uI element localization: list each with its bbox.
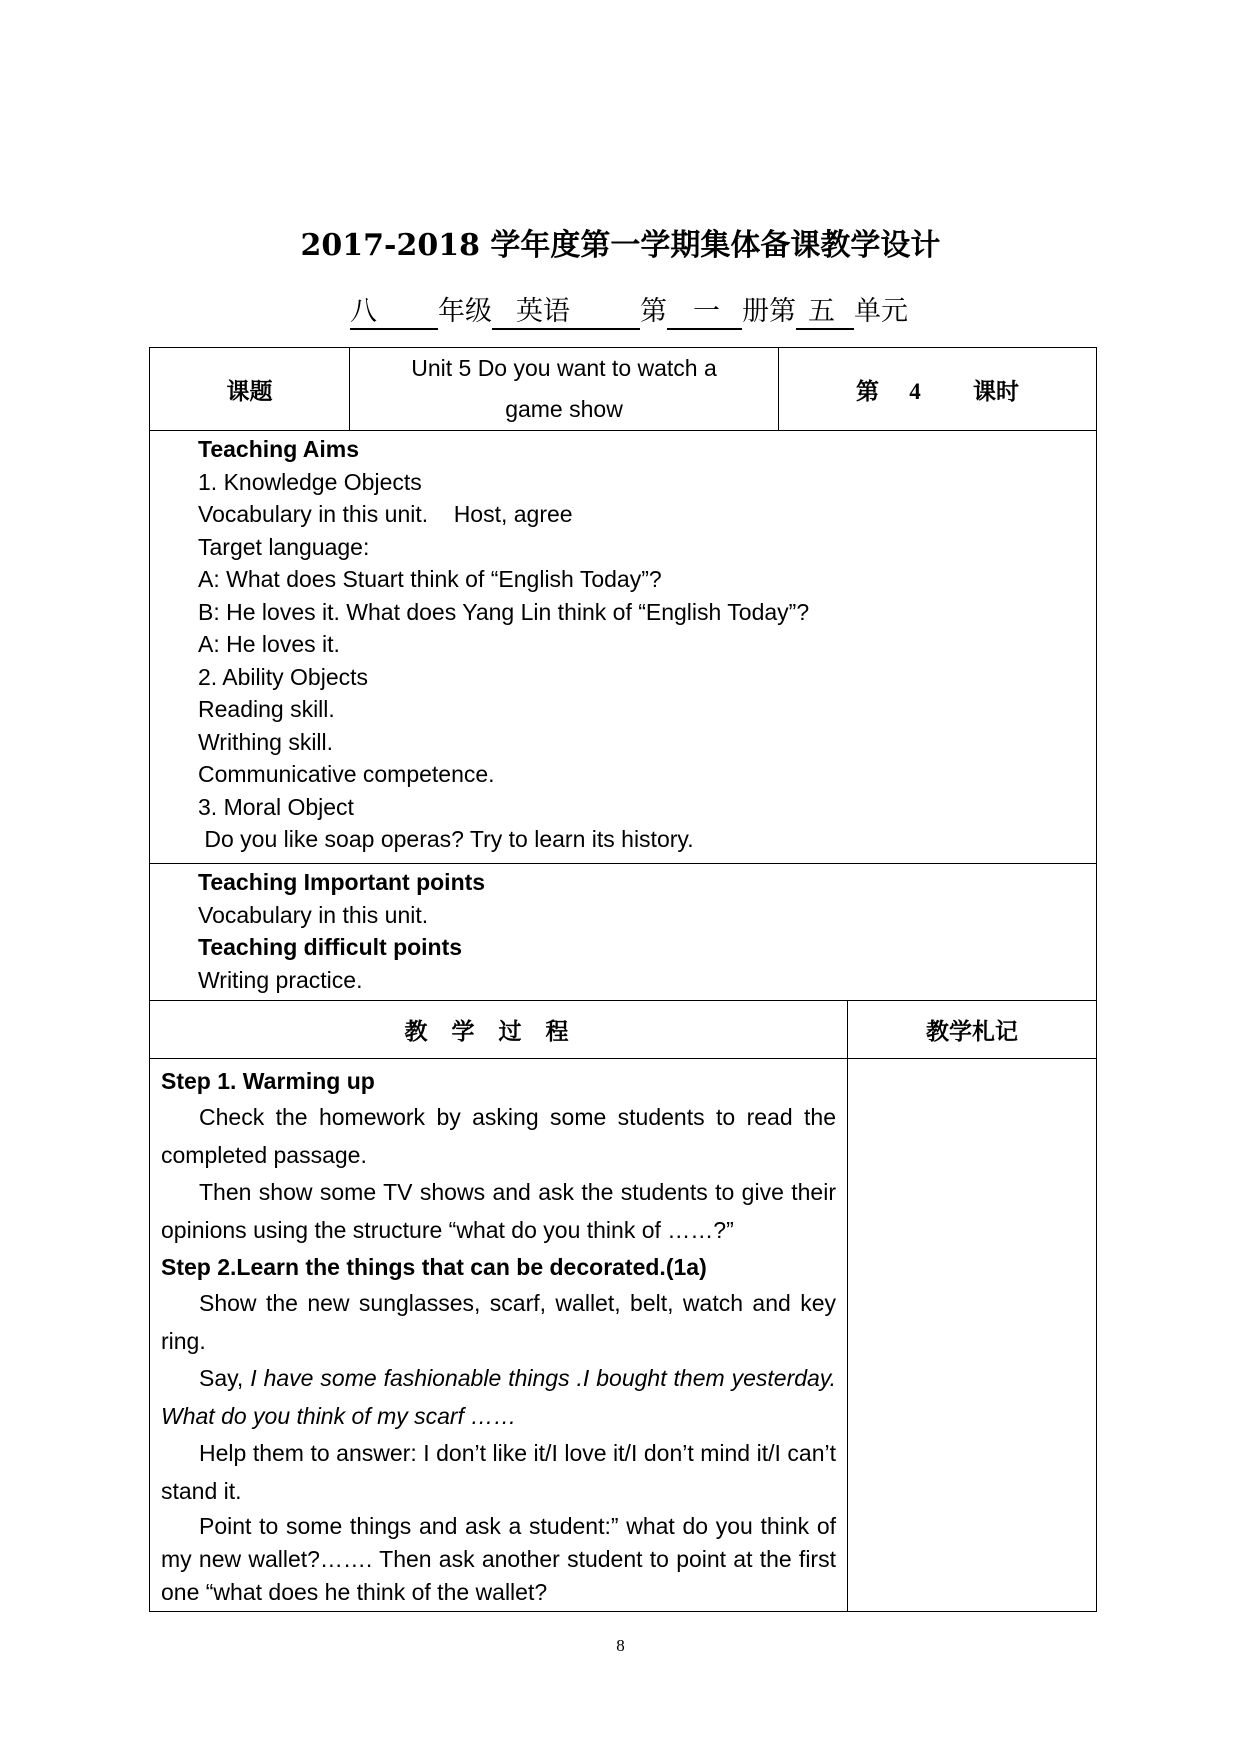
unit-title-cell bbox=[350, 348, 779, 431]
teaching-process-content bbox=[150, 1059, 848, 1612]
step2-paragraph-2-lead: Say, bbox=[199, 1365, 251, 1391]
teaching-aims-line: B: He loves it. What does Yang Lin think of “English Today”? bbox=[198, 598, 810, 625]
teaching-points-section bbox=[150, 864, 1097, 1001]
unit-title-line1: Unit 5 Do you want to watch a bbox=[411, 355, 717, 381]
unit-number-value: 五 bbox=[796, 296, 854, 330]
teaching-aims-line: Vocabulary in this unit. Host, agree bbox=[198, 501, 573, 527]
teaching-notes-column bbox=[848, 1059, 1097, 1612]
volume-value: 一 bbox=[667, 296, 742, 330]
teaching-aims-line: Target language: bbox=[198, 533, 370, 560]
teaching-aims-line: 3. Moral Object bbox=[198, 793, 354, 820]
unit-suffix: 单元 bbox=[854, 296, 908, 327]
unit-title-line2: game show bbox=[505, 396, 623, 422]
step2-paragraph-4: Point to some things and ask a student:” what do you think of my new wallet?……. Then ask another student to point at the first one “what does he think of the wallet? bbox=[161, 1513, 836, 1605]
step1-title: Step 1. Warming up bbox=[161, 1068, 375, 1094]
step2-title: Step 2.Learn the things that can be decorated.(1a) bbox=[161, 1254, 707, 1280]
course-info-line bbox=[350, 294, 950, 330]
teaching-aims-line: Communicative competence. bbox=[198, 761, 495, 787]
teaching-aims-line: A: He loves it. bbox=[198, 631, 340, 657]
teaching-process-heading: 教学过程 bbox=[150, 1001, 848, 1059]
step2-paragraph-2 bbox=[161, 1360, 836, 1435]
teaching-aims-section bbox=[150, 431, 1097, 864]
step2-paragraph-1: Show the new sunglasses, scarf, wallet, belt, watch and key ring. bbox=[161, 1290, 836, 1354]
teaching-aims-line: A: What does Stuart think of “English Today”? bbox=[198, 566, 662, 592]
lesson-prefix: 第 bbox=[855, 378, 879, 405]
lesson-suffix: 课时 bbox=[973, 378, 1020, 405]
teaching-points-line: Writing practice. bbox=[198, 966, 363, 993]
lesson-plan-table bbox=[149, 347, 1097, 1612]
grade-value: 八 bbox=[350, 296, 438, 330]
teaching-notes-heading: 教学札记 bbox=[848, 1001, 1097, 1059]
teaching-aims-line: 1. Knowledge Objects bbox=[198, 468, 422, 495]
teaching-aims-line: Writhing skill. bbox=[198, 728, 334, 755]
step2-paragraph-3: Help them to answer: I don’t like it/I love it/I don’t mind it/I can’t stand it. bbox=[161, 1440, 836, 1504]
teaching-aims-line: Do you like soap operas? Try to learn its history. bbox=[198, 826, 694, 852]
teaching-aims-line: Reading skill. bbox=[198, 696, 335, 722]
teaching-aims-list bbox=[198, 433, 1096, 856]
lesson-number-cell bbox=[779, 348, 1097, 431]
grade-suffix: 年级 bbox=[438, 296, 492, 327]
page-number: 8 bbox=[616, 1636, 625, 1655]
volume-prefix: 第 bbox=[640, 296, 667, 327]
lesson-number: 4 bbox=[909, 378, 921, 404]
step1-paragraph-1: Check the homework by asking some students to read the completed passage. bbox=[161, 1104, 836, 1168]
teaching-aims-line: 2. Ability Objects bbox=[198, 663, 369, 690]
step1-paragraph-2: Then show some TV shows and ask the students to give their opinions using the structure “what do you think of ……?” bbox=[161, 1179, 836, 1243]
teaching-points-line: Teaching Important points bbox=[198, 869, 486, 895]
topic-label: 课题 bbox=[150, 348, 350, 431]
step2-paragraph-2-example: I have some fashionable things .I bought them yesterday. What do you think of my scarf …… bbox=[161, 1365, 836, 1429]
subject-value: 英语 bbox=[492, 296, 640, 330]
teaching-points-line: Vocabulary in this unit. bbox=[198, 901, 429, 928]
teaching-points-list bbox=[198, 866, 1096, 996]
teaching-aims-line: Teaching Aims bbox=[198, 436, 360, 462]
volume-suffix: 册第 bbox=[742, 296, 796, 327]
teaching-points-line: Teaching difficult points bbox=[198, 934, 463, 960]
document-title: 2017-2018 学年度第一学期集体备课教学设计 bbox=[300, 228, 941, 263]
